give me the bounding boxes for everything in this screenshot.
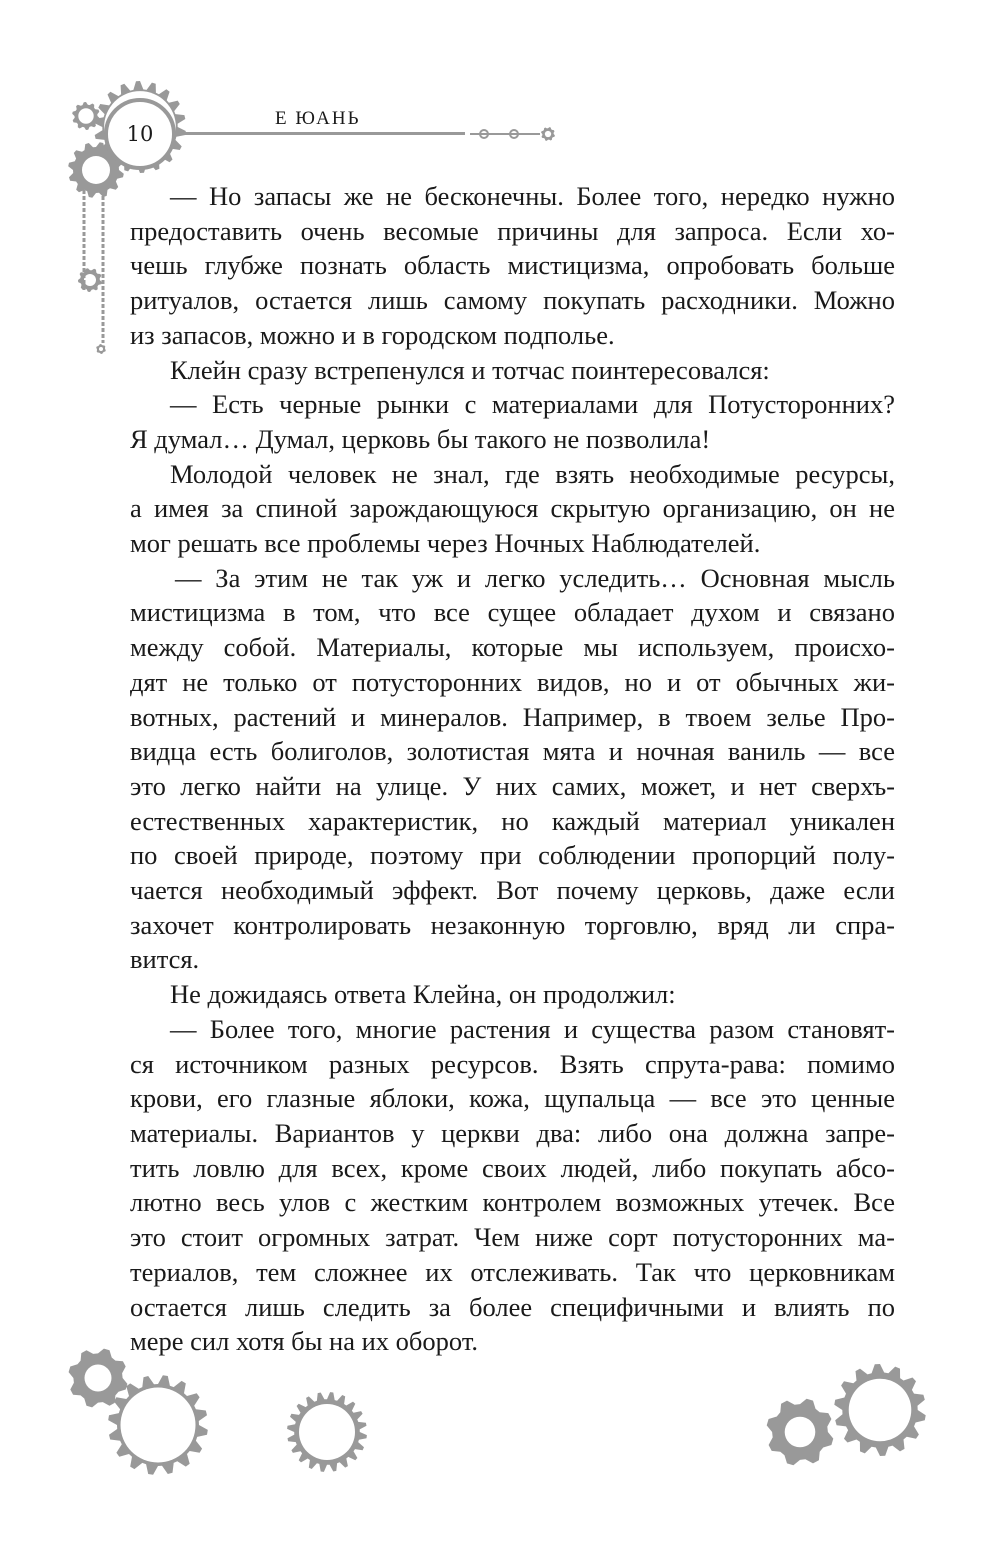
gear-icon — [287, 1392, 367, 1472]
text-line: из запасов, можно и в городском подполье. — [130, 319, 615, 350]
text-line: между собой. Материалы, которые мы используем, происхо- — [130, 632, 895, 663]
text-line: ся источником разных ресурсов. Взять спрута-рава: помимо — [130, 1048, 895, 1079]
gear-icon — [72, 102, 100, 130]
running-title: Е ЮАНЬ — [275, 108, 361, 129]
gear-icon — [541, 127, 555, 141]
text-line: Я думал… Думал, церковь бы такого не позволила! — [130, 423, 711, 454]
header-rule — [180, 132, 465, 135]
text-line: естественных характеристик, но каждый материал уникален — [130, 805, 895, 836]
gear-icon — [767, 1399, 834, 1466]
paragraph — [130, 977, 895, 1012]
text-line: — Более того, многие растения и существа разом становят- — [170, 1013, 895, 1044]
text-line: это стоит огромных затрат. Чем ниже сорт потусторонних ма- — [130, 1222, 895, 1253]
text-line: Молодой человек не знал, где взять необходимые ресурсы, — [170, 458, 895, 489]
text-line: — Но запасы же не бесконечны. Более того, нередко нужно — [170, 181, 895, 211]
paragraph — [130, 179, 895, 353]
text-line: Не дожидаясь ответа Клейна, он продолжил: — [170, 979, 676, 1010]
text-line: мистицизма в том, что все сущее обладает духом и связано — [130, 597, 895, 628]
text-line: тить ловлю для всех, кроме своих людей, либо покупать абсо- — [130, 1152, 895, 1183]
text-line: вится. — [130, 944, 200, 975]
paragraph — [130, 1012, 895, 1359]
text-line: мере сил хотя бы на их оборот. — [130, 1326, 479, 1357]
paragraph — [130, 387, 895, 456]
gear-icon — [834, 1364, 925, 1456]
text-line: Клейн сразу встрепенулся и тотчас поинтересовался: — [170, 354, 770, 385]
text-line: это легко найти на улице. У них самих, может, и нет сверхъ- — [130, 770, 895, 801]
text-line: остается лишь следить за более специфичными и влиять по — [130, 1291, 895, 1322]
text-line: по своей природе, поэтому при соблюдении пропорций полу- — [130, 840, 895, 871]
gear-icon — [96, 344, 106, 354]
page-number: 10 — [126, 122, 154, 146]
text-line: — За этим не так уж и легко уследить… Основная мысль — [175, 562, 895, 593]
text-line: захочет контролировать незаконную торговлю, вряд ли спра- — [130, 909, 895, 940]
text-line: видца есть болиголов, золотистая мята и ночная ваниль — все — [130, 736, 895, 767]
paragraph — [130, 561, 895, 977]
text-line: лютно весь улов с жестким контролем возможных утечек. Все — [130, 1187, 895, 1218]
text-line: мог решать все проблемы через Ночных Наблюдателей. — [130, 528, 761, 559]
text-line: крови, его глазные яблоки, кожа, щупальца — все это ценные — [130, 1083, 895, 1114]
text-line: вотных, растений и минералов. Например, в твоем зелье Про- — [130, 701, 895, 732]
gear-icon — [78, 268, 102, 292]
text-line: чешь глубже познать область мистицизма, опробовать больше — [130, 250, 895, 281]
header-rule-chain — [470, 133, 540, 135]
text-line: материалы. Вариантов у церкви два: либо она должна запре- — [130, 1117, 895, 1148]
text-line: дят не только от потусторонних видов, но и от обычных жи- — [130, 666, 895, 697]
body-text — [130, 179, 895, 1359]
text-line: териалов, тем сложнее их отслеживать. Так что церковникам — [130, 1256, 895, 1287]
text-line: — Есть черные рынки с материалами для Потусторонних? — [170, 389, 895, 420]
text-line: ритуалов, остается лишь самому покупать расходники. Можно — [130, 285, 895, 316]
paragraph — [130, 457, 895, 561]
text-line: предоставить очень весомые причины для запроса. Если хо- — [130, 215, 895, 246]
text-line: а имея за спиной зарождающуюся скрытую организацию, он не — [130, 493, 895, 524]
text-line: чается необходимый эффект. Вот почему церковь, даже если — [130, 875, 895, 906]
paragraph — [130, 353, 895, 388]
page-number-gear — [104, 98, 176, 170]
